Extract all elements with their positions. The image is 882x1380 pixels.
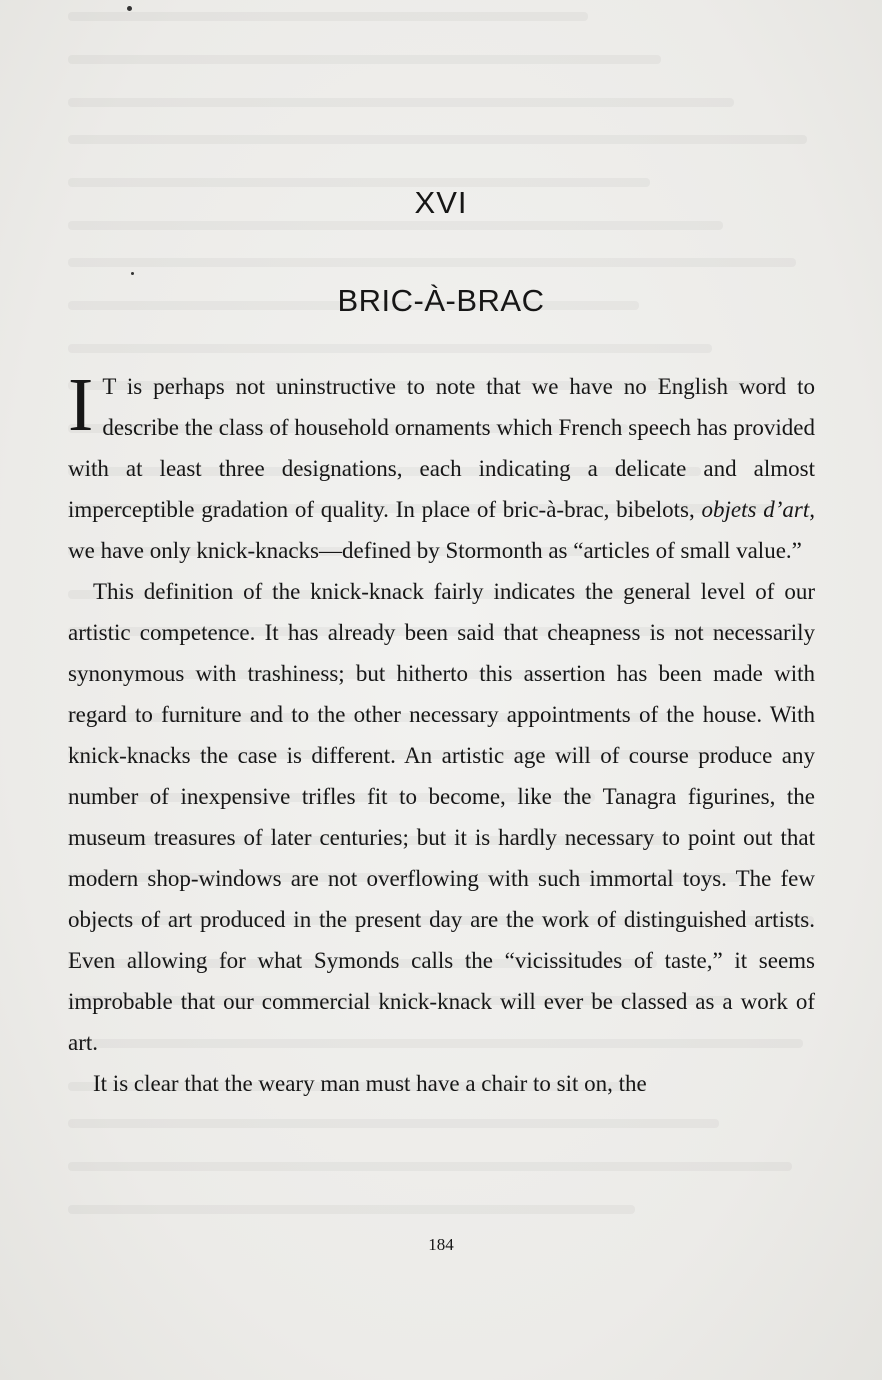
ink-speck bbox=[131, 272, 134, 275]
show-through-line bbox=[68, 98, 734, 107]
chapter-number: XVI bbox=[414, 185, 468, 220]
chapter-title: BRIC-À-BRAC bbox=[337, 283, 545, 318]
drop-cap: I bbox=[68, 363, 94, 447]
show-through-line bbox=[68, 1205, 635, 1214]
ink-speck bbox=[127, 6, 132, 11]
show-through-line bbox=[68, 1162, 792, 1171]
paragraph-1-text: T is perhaps not uninstructive to note that we have no English word to describe the class of household ornaments which French speech has provided with at least three designations, each indicating a delicate and almost imperceptible gradation of quality. In place of bric-à-brac, bibelots, bbox=[68, 374, 815, 522]
chapter-body bbox=[68, 363, 815, 1104]
paragraph-1-text-end: we have only knick-knacks—defined by Stormonth as “articles of small value.” bbox=[68, 538, 802, 563]
show-through-line bbox=[68, 344, 712, 353]
show-through-line bbox=[68, 12, 588, 21]
show-through-line bbox=[68, 135, 807, 144]
show-through-line bbox=[68, 258, 796, 267]
show-through-line bbox=[68, 55, 661, 64]
paragraph-1 bbox=[68, 363, 815, 571]
italic-phrase: objets d’art, bbox=[701, 497, 815, 522]
paragraph-2: This definition of the knick-knack fairly indicates the general level of our artistic competence. It has already been said that cheapness is not necessarily synonymous with trashiness; but hitherto this assertion has been made with regard to furniture and to the other necessary appointments of the house. With knick-knacks the case is different. An artistic age will of course produce any number of inexpensive trifles fit to become, like the Tanagra figurines, the museum treasures of later centuries; but it is hardly necessary to point out that modern shop-windows are not overflowing with such immortal toys. The few objects of art produced in the present day are the work of distinguished artists. Even allowing for what Symonds calls the “vicissitudes of taste,” it seems improbable that our commercial knick-knack will ever be classed as a work of art. bbox=[68, 579, 815, 1055]
paragraph-3: It is clear that the weary man must have a chair to sit on, the bbox=[93, 1071, 647, 1096]
page-number: 184 bbox=[428, 1235, 454, 1254]
show-through-line bbox=[68, 1119, 719, 1128]
